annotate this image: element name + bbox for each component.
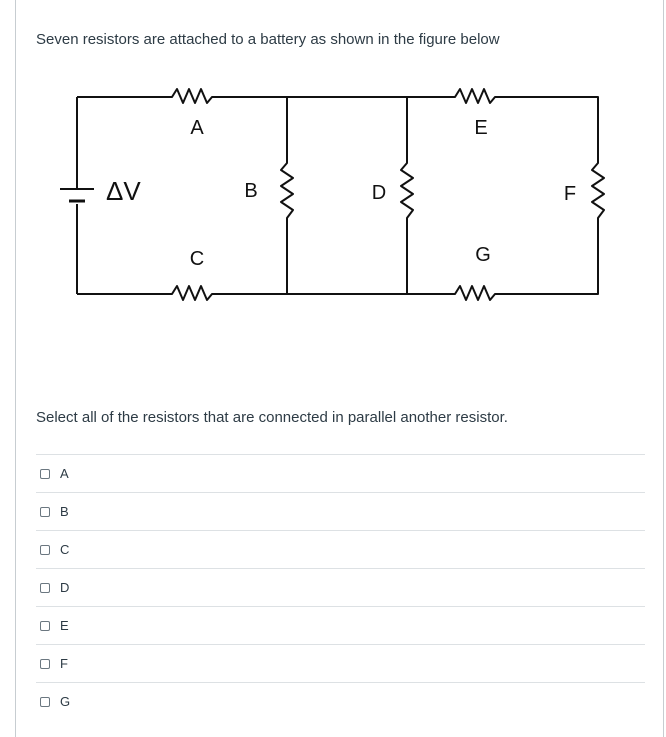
option-label: F [60, 656, 68, 671]
resistor-label-g: G [475, 244, 491, 266]
resistor-g-symbol [435, 286, 535, 300]
resistor-c-symbol [152, 286, 252, 300]
prompt-text: Select all of the resistors that are connected in parallel another resistor. [36, 409, 508, 426]
answer-options [36, 454, 645, 720]
option-c[interactable] [36, 530, 645, 568]
option-b[interactable] [36, 492, 645, 530]
checkbox-g[interactable] [40, 697, 50, 707]
option-label: B [60, 504, 69, 519]
option-label: D [60, 580, 70, 595]
battery-label: ΔV [106, 176, 141, 206]
option-label: C [60, 542, 70, 557]
resistor-label-f: F [563, 183, 577, 205]
resistor-f-symbol [592, 140, 604, 256]
resistor-label-d: D [371, 182, 387, 204]
checkbox-b[interactable] [40, 507, 50, 517]
resistor-a-symbol [152, 89, 252, 103]
option-e[interactable] [36, 606, 645, 644]
option-label: G [60, 694, 71, 709]
resistor-e-symbol [435, 89, 535, 103]
resistor-label-e: E [474, 117, 488, 139]
option-d[interactable] [36, 568, 645, 606]
checkbox-a[interactable] [40, 469, 50, 479]
resistor-label-b: B [244, 180, 258, 202]
option-label: A [60, 466, 69, 481]
checkbox-f[interactable] [40, 659, 50, 669]
resistor-label-c: C [189, 248, 205, 270]
resistor-d-symbol [401, 97, 413, 294]
resistor-b-symbol [281, 97, 293, 294]
option-g[interactable] [36, 682, 645, 720]
option-f[interactable] [36, 644, 645, 682]
option-a[interactable] [36, 454, 645, 492]
checkbox-c[interactable] [40, 545, 50, 555]
question-text: Seven resistors are attached to a battery as shown in the figure below [36, 31, 500, 48]
checkbox-d[interactable] [40, 583, 50, 593]
checkbox-e[interactable] [40, 621, 50, 631]
option-label: E [60, 618, 69, 633]
resistor-label-a: A [190, 117, 204, 139]
